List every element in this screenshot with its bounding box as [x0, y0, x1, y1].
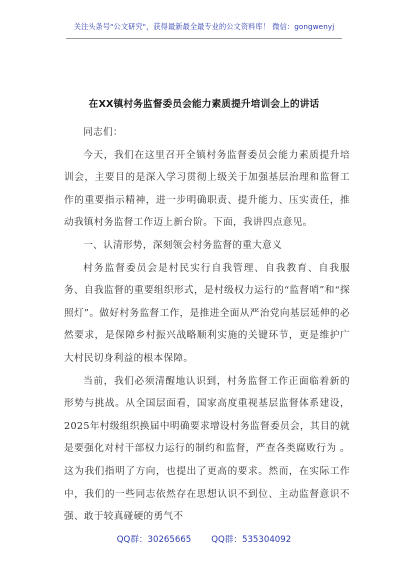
salutation: 同志们： [83, 127, 123, 138]
document-title: 在XX镇村务监督委员会能力素质提升培训会上的讲话 [88, 99, 320, 110]
footer-qq-group-2: QQ群：535304092 [211, 535, 292, 545]
footer-qq-group-1: QQ群：30265665 [116, 535, 192, 545]
document-body [64, 122, 350, 529]
paragraph-situation: 当前，我们必须清醒地认识到，村务监督工作正面临着新的形势与挑战。从全国层面看，国家高度重视基层监督体系建设，2025年村级组织换届中明确要求增设村务监督委员会，其目的就是要强化对村干部权力运行的制约和监督，严查各类腐败行为 。这为我们指明了方向，也提出了更高的要求。然而，在实际工作中，我们的一些同志依然存在思想认识不到位、主动监督意识不强、敢于较真碰硬的勇气不 [64, 375, 350, 523]
header-divider [66, 38, 342, 39]
paragraph-intro: 今天，我们在这里召开全镇村务监督委员会能力素质提升培训会，主要目的是深入学习贯彻上级关于加强基层治理和监督工作的重要指示精神，进一步明确职责、提升能力、压实责任，推动我镇村务监督工作迈上新台阶。下面，我讲四点意见。 [64, 149, 350, 229]
section-heading-1: 一、认清形势，深刻领会村务监督的重大意义 [83, 239, 283, 251]
header-banner: 关注头条号"公文研究"，获得最新最全最专业的公文资料库！ 微信：gongwenyj [73, 22, 335, 31]
footer-contact [0, 533, 408, 545]
paragraph-significance: 村务监督委员会是村民实行自我管理、自我教育、自我服务、自我监督的重要组织形式，是村级权力运行的“监督哨”和“探照灯”。做好村务监督工作，是推进全面从严治党向基层延伸的必然要求，是保障乡村振兴战略顺利实施的关键环节，更是维护广大村民切身利益的根本保障。 [64, 262, 350, 364]
